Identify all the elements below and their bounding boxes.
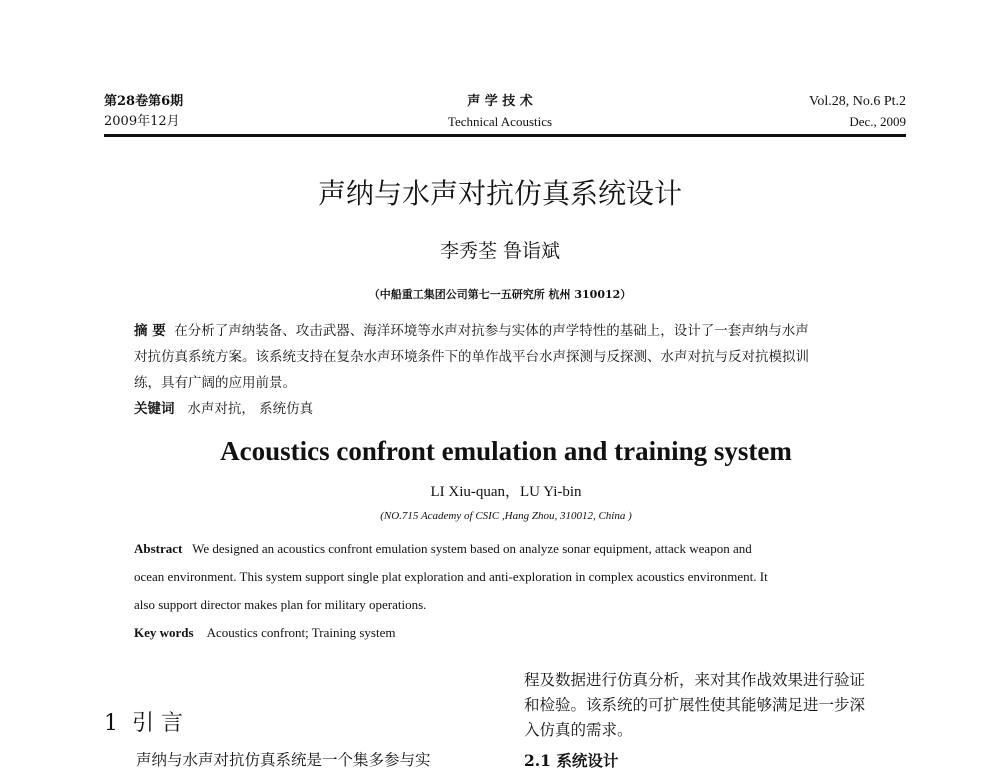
authors-zh: 李秀荃 鲁诣斌 [439,240,561,262]
paper-title-zh: 声纳与水声对抗仿真系统设计 [317,177,682,210]
abstract-zh-line-1 [134,318,809,344]
abstract-zh-label: 摘 要 [134,323,166,339]
section-1-title: 引 言 [132,711,183,736]
abstract-en-label: Abstract [134,541,183,556]
authors-en: LI Xiu-quan，LU Yi-bin [430,484,582,500]
abstract-zh-line-2: 对抗仿真系统方案。该系统支持在复杂水声环境条件下的单作战平台水声探测与反探测、水声对抗与反对抗模拟训 [134,349,809,365]
journal-volume-en: Vol.28, No.6 Pt.2 [809,94,906,109]
keywords-zh-label: 关键词 [134,401,175,417]
keywords-en-text: Acoustics confront; Training system [206,625,396,640]
keywords-zh-text: 水声对抗， 系统仿真 [187,401,314,417]
abstract-en-line-3: also support director makes plan for military operations. [134,597,427,612]
journal-name-en: Technical Acoustics [447,114,553,129]
keywords-en [134,619,395,647]
abstract-zh-line-3: 练，具有广阔的应用前景。 [134,375,296,391]
journal-name-zh: 声 学 技 术 [467,94,533,109]
right-column-line-3: 入仿真的需求。 [524,721,633,739]
right-column-next-heading: 2.1 系统设计 [524,751,619,770]
journal-date-zh: 2009年12月 [104,114,180,129]
paper-title-en: Acoustics confront emulation and training system [220,436,792,466]
right-column-line-1: 程及数据进行仿真分析，来对其作战效果进行验证 [524,671,866,689]
right-column-line-2: 和检验。该系统的可扩展性使其能够满足进一步深 [524,696,866,714]
journal-volume-issue: 第28卷第6期 [104,94,184,109]
abstract-en-line-2: ocean environment. This system support single plat exploration and anti-exploration in complex acoustics environment. It [134,569,768,584]
header-rule [104,134,906,137]
abstract-zh-text-1: 在分析了声纳装备、攻击武器、海洋环境等水声对抗参与实体的声学特性的基础上，设计了一套声纳与水声 [174,323,809,339]
affiliation-en: (NO.715 Academy of CSIC ,Hang Zhou, 310012, China ) [380,510,632,522]
keywords-en-label: Key words [134,625,194,640]
abstract-en-text-1: We designed an acoustics confront emulation system based on analyze sonar equipment, attack weapon and [192,541,752,556]
affiliation-zh: （中船重工集团公司第七一五研究所 杭州 310012） [368,288,632,301]
abstract-en-line-1 [134,535,752,563]
keywords-zh [134,396,313,422]
journal-date-en: Dec., 2009 [849,114,906,129]
section-1-heading [104,706,183,737]
section-1-first-line: 声纳与水声对抗仿真系统是一个集多参与实 [136,751,431,769]
section-1-number: 1 [104,711,118,736]
